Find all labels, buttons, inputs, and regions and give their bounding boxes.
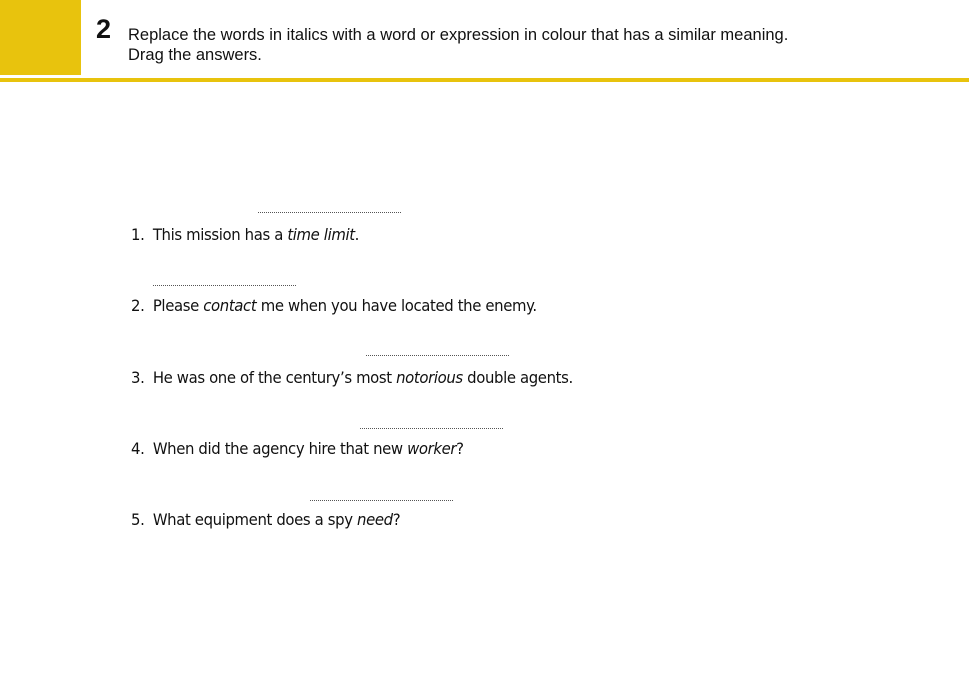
exercise-header [0, 0, 969, 80]
exercise-number: 2 [96, 14, 112, 44]
sentence-text: double agents. [462, 368, 573, 387]
answer-drop-slot-4[interactable] [360, 424, 503, 429]
sentence-text: me when you have located the enemy. [256, 296, 537, 315]
sentence-text: What equipment does a spy [152, 510, 358, 529]
sentence-5 [131, 510, 400, 530]
sentence-number: 5. [131, 510, 145, 529]
italic-phrase: time limit [287, 225, 355, 244]
sentence-number: 3. [131, 368, 145, 387]
answer-drop-slot-5[interactable] [310, 496, 453, 501]
italic-phrase: notorious [396, 368, 463, 387]
sentence-text: . [354, 225, 360, 244]
sentence-text: ? [456, 439, 464, 458]
header-divider [0, 78, 969, 82]
sentence-text: When did the agency hire that new [152, 439, 408, 458]
header-accent-block [0, 0, 81, 75]
sentence-3 [131, 368, 573, 388]
italic-phrase: contact [203, 296, 257, 315]
answer-drop-slot-3[interactable] [366, 351, 509, 356]
sentence-4 [131, 439, 464, 459]
answer-drop-slot-1[interactable] [258, 208, 401, 213]
sentence-text: He was one of the century’s most [152, 368, 397, 387]
italic-phrase: worker [407, 439, 457, 458]
italic-phrase: need [357, 510, 393, 529]
instruction-line-1: Replace the words in italics with a word or expression in colour that has a similar meaning. [128, 26, 789, 44]
sentence-text: Please [152, 296, 204, 315]
answer-drop-slot-2[interactable] [153, 281, 296, 286]
sentence-2 [131, 296, 537, 316]
sentence-number: 1. [131, 225, 145, 244]
sentence-number: 2. [131, 296, 145, 315]
exercise-instruction [128, 25, 928, 65]
sentence-1 [131, 225, 359, 245]
sentence-number: 4. [131, 439, 145, 458]
sentence-text: This mission has a [152, 225, 288, 244]
sentence-text: ? [392, 510, 401, 529]
instruction-line-2: Drag the answers. [128, 46, 262, 64]
